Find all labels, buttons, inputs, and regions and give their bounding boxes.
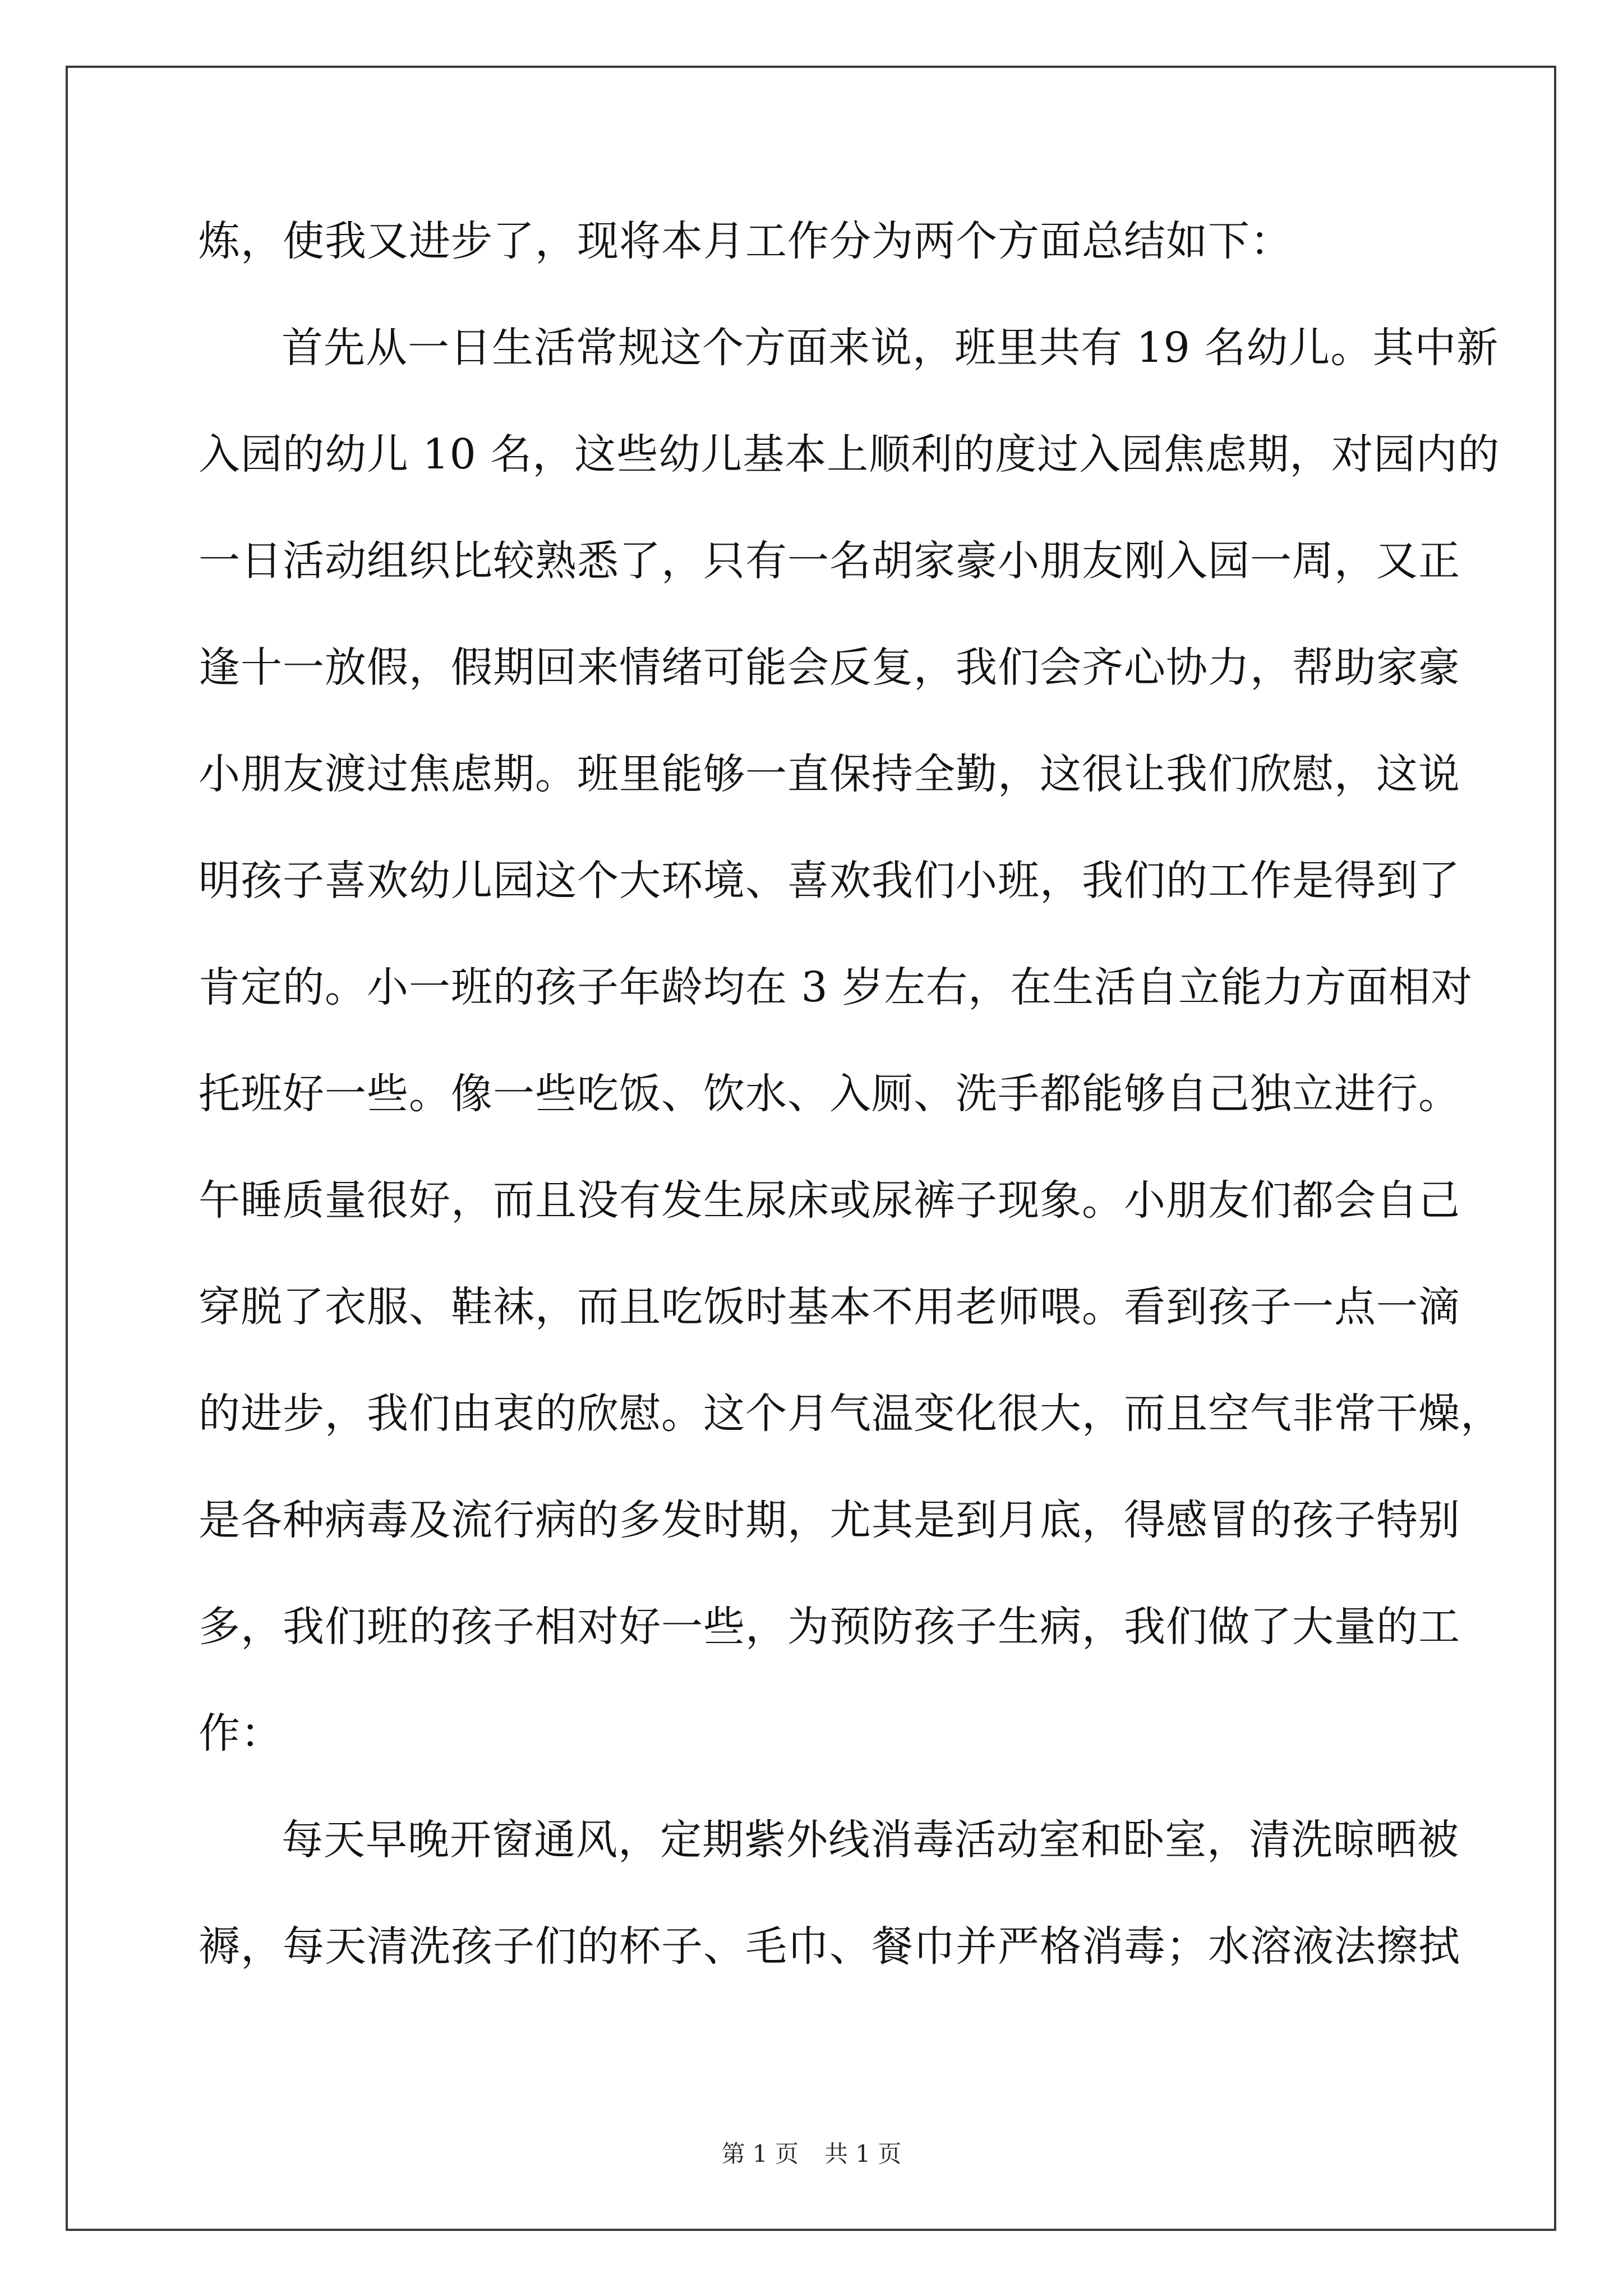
text-line: 穿脱了衣服、鞋袜，而且吃饭时基本不用老师喂。看到孩子一点一滴	[199, 1283, 1460, 1331]
text-line: 是各种病毒及流行病的多发时期，尤其是到月底，得感冒的孩子特别	[199, 1496, 1460, 1544]
page-number-current: 第 1 页	[721, 2140, 799, 2168]
text-line: 明孩子喜欢幼儿园这个大环境、喜欢我们小班，我们的工作是得到了	[199, 857, 1460, 905]
text-line: 一日活动组织比较熟悉了，只有一名胡家豪小朋友刚入园一周，又正	[199, 537, 1460, 585]
text-line: 逢十一放假，假期回来情绪可能会反复，我们会齐心协力，帮助家豪	[199, 643, 1460, 692]
page-number-total: 共 1 页	[824, 2140, 902, 2168]
text-line: 肯定的。小一班的孩子年龄均在 3 岁左右，在生活自立能力方面相对	[199, 963, 1473, 1011]
text-line: 作：	[199, 1709, 283, 1757]
text-line: 每天早晚开窗通风，定期紫外线消毒活动室和卧室，清洗晾晒被	[282, 1816, 1459, 1864]
text-line: 首先从一日生活常规这个方面来说，班里共有 19 名幼儿。其中新	[282, 324, 1499, 372]
text-line: 多，我们班的孩子相对好一些，为预防孩子生病，我们做了大量的工	[199, 1603, 1460, 1651]
page-footer	[0, 2140, 1623, 2168]
text-line: 褥，每天清洗孩子们的杯子、毛巾、餐巾并严格消毒；水溶液法擦拭	[199, 1922, 1460, 1971]
document-body	[199, 213, 1502, 2025]
text-line: 入园的幼儿 10 名，这些幼儿基本上顺利的度过入园焦虑期，对园内的	[199, 430, 1500, 478]
text-line: 午睡质量很好，而且没有发生尿床或尿裤子现象。小朋友们都会自己	[199, 1176, 1460, 1225]
text-line: 托班好一些。像一些吃饭、饮水、入厕、洗手都能够自己独立进行。	[199, 1070, 1460, 1118]
text-line: 小朋友渡过焦虑期。班里能够一直保持全勤，这很让我们欣慰，这说	[199, 750, 1460, 798]
text-line: 的进步，我们由衷的欣慰。这个月气温变化很大，而且空气非常干燥，	[199, 1389, 1502, 1438]
text-line: 炼，使我又进步了，现将本月工作分为两个方面总结如下：	[199, 217, 1292, 265]
